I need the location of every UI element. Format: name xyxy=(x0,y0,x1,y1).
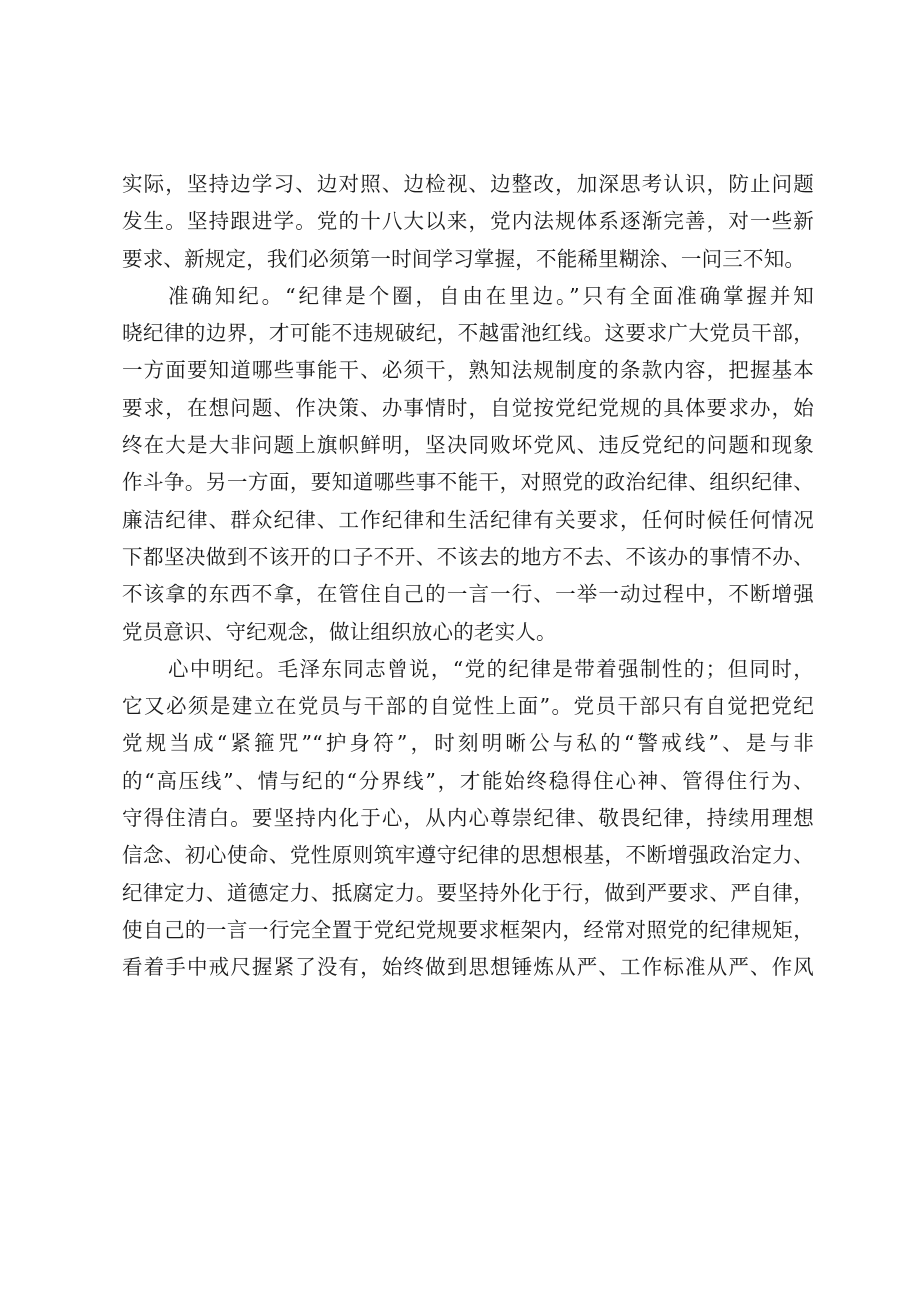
text-line: 准确知纪。“纪律是个圈，自由在里边。”只有全面准确掌握并知 xyxy=(168,283,814,308)
text-line: 要求，在想问题、作决策、办事情时，自觉按党纪党规的具体要求办，始 xyxy=(122,395,814,420)
text-line: 守得住清白。要坚持内化于心，从内心尊崇纪律、敬畏纪律，持续用理想 xyxy=(122,806,814,831)
text-line: 使自己的一言一行完全置于党纪党规要求框架内，经常对照党的纪律规矩， xyxy=(122,917,814,942)
text-line: 看着手中戒尺握紧了没有，始终做到思想锤炼从严、工作标准从严、作风 xyxy=(122,955,814,980)
text-line: 心中明纪。毛泽东同志曾说，“党的纪律是带着强制性的；但同时， xyxy=(168,656,814,681)
paragraph-zhunque-zhiji xyxy=(122,278,814,651)
text-line: 发生。坚持跟进学。党的十八大以来，党内法规体系逐渐完善，对一些新 xyxy=(122,209,814,234)
paragraph-continuation xyxy=(122,166,814,278)
text-line: 实际，坚持边学习、边对照、边检视、边整改，加深思考认识，防止问题 xyxy=(122,172,814,196)
text-line: 不该拿的东西不拿，在管住自己的一言一行、一举一动过程中，不断增强 xyxy=(122,582,814,607)
text-line: 纪律定力、道德定力、抵腐定力。要坚持外化于行，做到严要求、严自律， xyxy=(122,880,814,905)
text-line: 一方面要知道哪些事能干、必须干，熟知法规制度的条款内容，把握基本 xyxy=(122,358,814,383)
text-line: 信念、初心使命、党性原则筑牢遵守纪律的思想根基，不断增强政治定力、 xyxy=(122,843,814,868)
text-line: 党员意识、守纪观念，做让组织放心的老实人。 xyxy=(122,619,557,644)
text-line: 要求、新规定，我们必须第一时间学习掌握，不能稀里糊涂、一问三不知。 xyxy=(122,246,806,271)
text-line: 作斗争。另一方面，要知道哪些事不能干，对照党的政治纪律、组织纪律、 xyxy=(122,470,814,495)
text-line: 党规当成“紧箍咒”“护身符”，时刻明晰公与私的“警戒线”、是与非 xyxy=(122,731,814,756)
text-line: 晓纪律的边界，才可能不违规破纪，不越雷池红线。这要求广大党员干部， xyxy=(122,321,814,346)
text-line: 它又必须是建立在党员与干部的自觉性上面”。党员干部只有自觉把党纪 xyxy=(122,694,814,719)
text-line: 终在大是大非问题上旗帜鲜明，坚决同败坏党风、违反党纪的问题和现象 xyxy=(122,433,814,458)
paragraph-xinzhong-mingji xyxy=(122,651,814,987)
text-line: 廉洁纪律、群众纪律、工作纪律和生活纪律有关要求，任何时候任何情况 xyxy=(122,507,814,532)
text-line: 下都坚决做到不该开的口子不开、不该去的地方不去、不该办的事情不办、 xyxy=(122,544,814,569)
text-line: 的“高压线”、情与纪的“分界线”，才能始终稳得住心神、管得住行为、 xyxy=(122,768,814,793)
document-body xyxy=(122,166,814,987)
